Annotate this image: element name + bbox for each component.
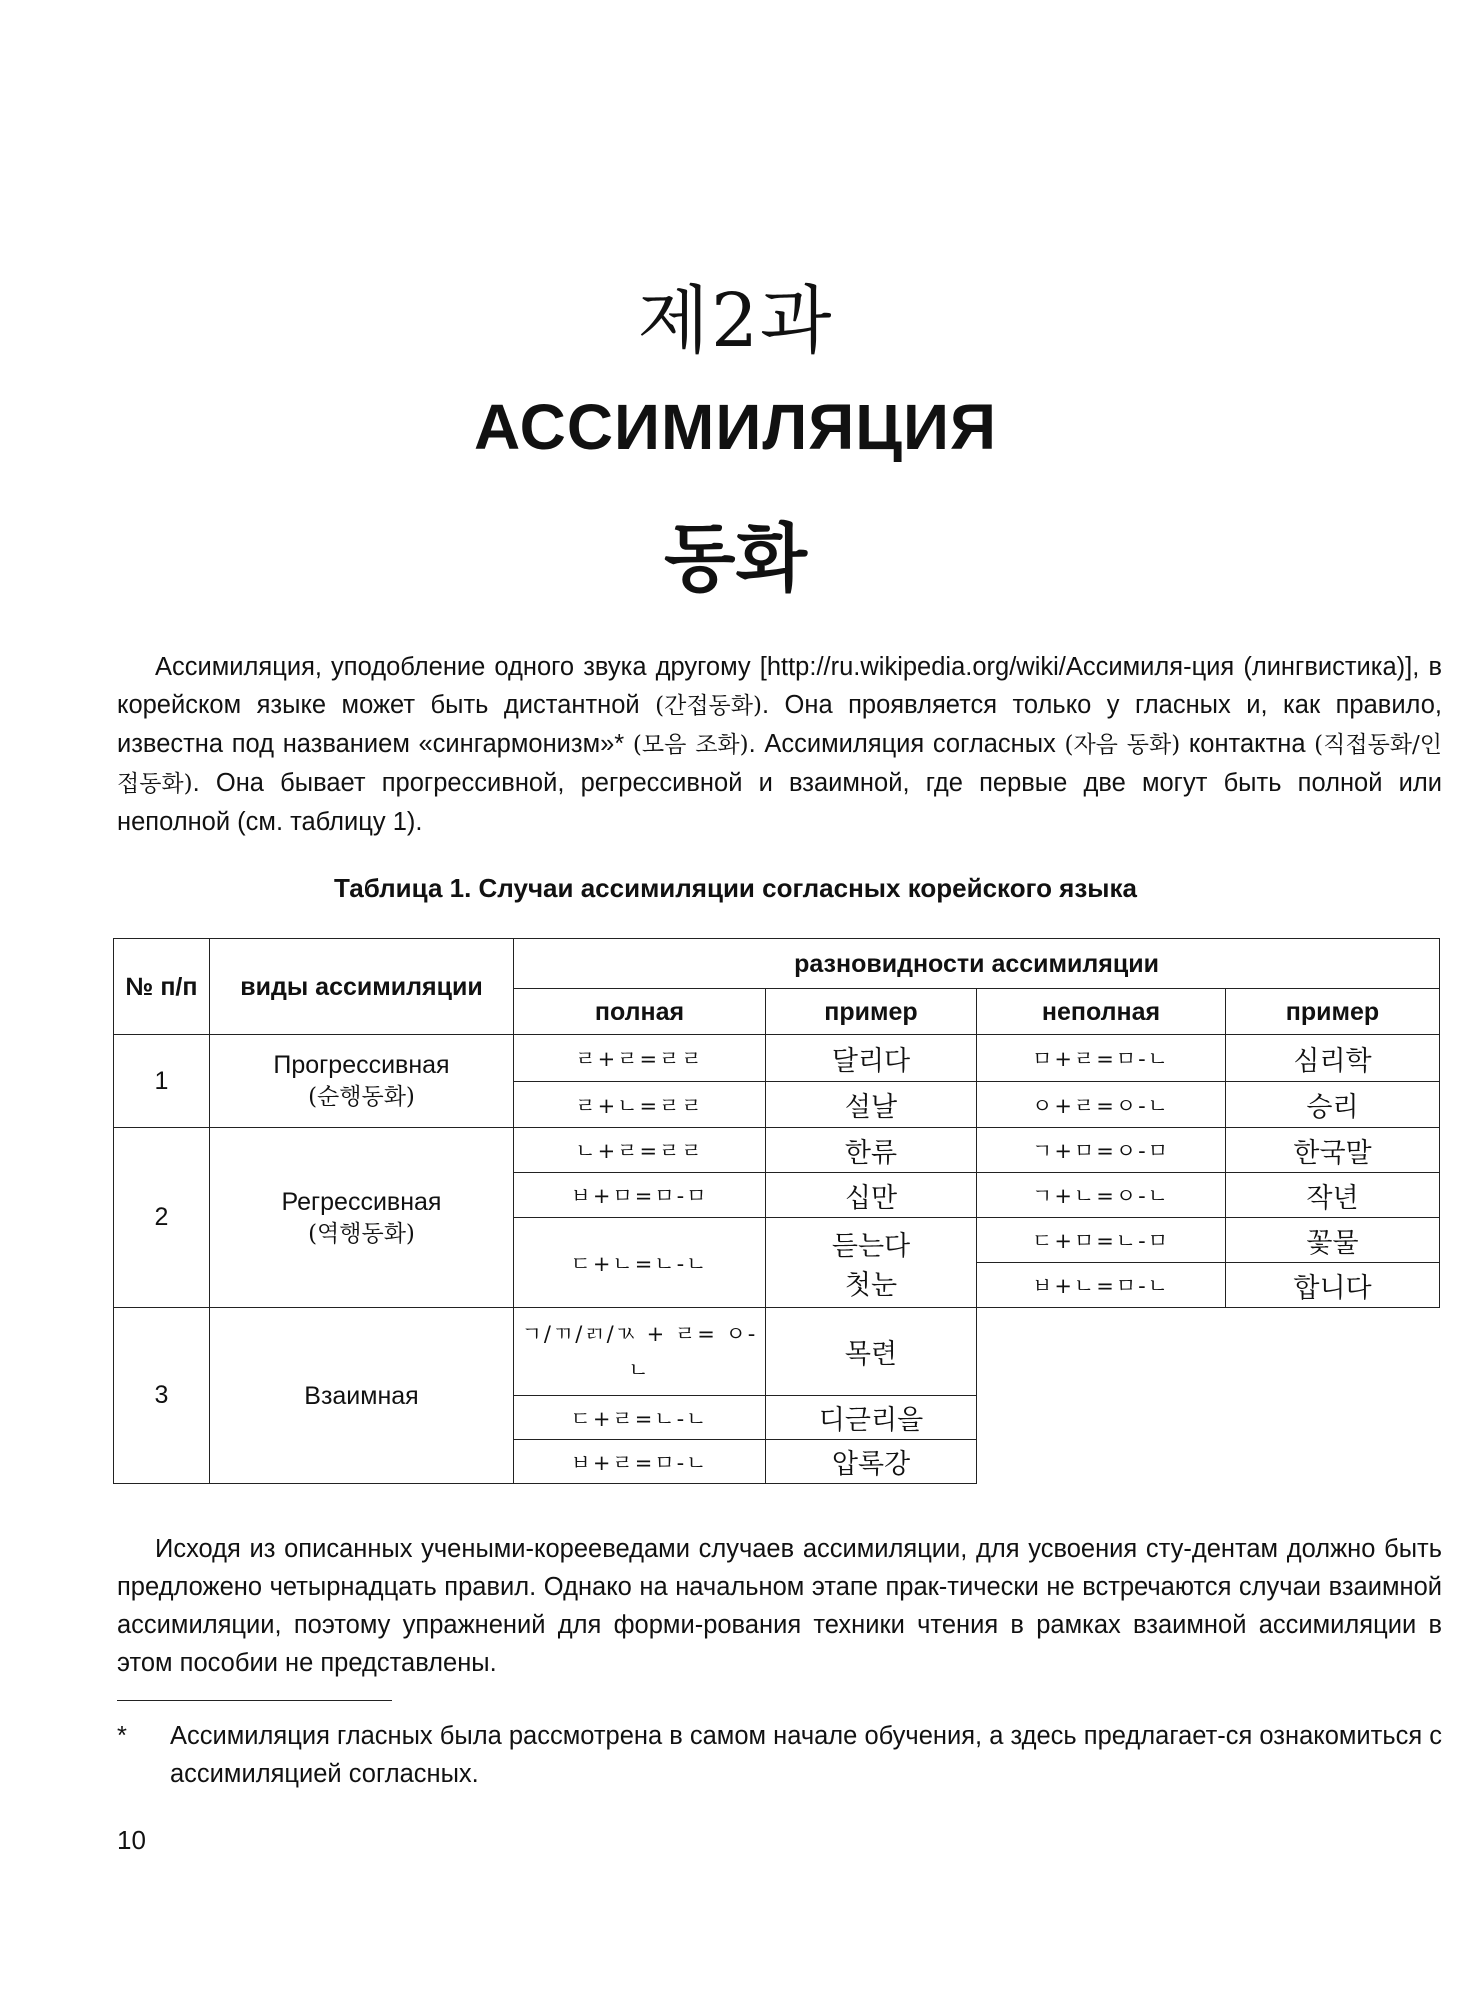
page-number: 10 [117,1825,146,1855]
partial-example: 승리 [1226,1082,1440,1128]
intro-text-3: . Ассимиляция согласных [748,730,1065,758]
footnote-marker: * [117,1722,127,1750]
full-rule: ㄹ+ㄴ=ㄹㄹ [514,1082,766,1128]
partial-rule: ㅇ+ㄹ=ㅇ-ㄴ [977,1082,1226,1128]
header-example-2: пример [1226,989,1440,1035]
full-example: 압록강 [766,1440,977,1484]
full-example: 설날 [766,1082,977,1128]
footnote [117,1717,1442,1793]
table-row [114,1128,1440,1173]
conclusion-text: Исходя из описанных учеными-корееведами случаев ассимиляции, для усвоения сту-дентам должно быть предложено четырнадцать правил. Однако на начальном этапе прак-тически не встречаются случаи взаимной ассимиляции, поэтому упражнений для форми-рования техники чтения в рамках взаимной ассимиляции в этом пособии не представлены. [117,1535,1442,1677]
kind-name: Регрессивная [281,1187,442,1216]
footnote-divider [117,1700,392,1701]
full-example: 십만 [766,1173,977,1218]
full-rule: ㄷ+ㄴ=ㄴ-ㄴ [514,1218,766,1308]
intro-text-5: . Она бывает прогрессивной, регрессивной и взаимной, где первые две могут быть полной или неполной (см. таблицу 1). [117,769,1442,836]
full-example: 디귿리을 [766,1396,977,1440]
full-example: 달리다 [766,1035,977,1082]
partial-rule: ㄷ+ㅁ=ㄴ-ㅁ [977,1218,1226,1263]
header-varieties: разновидности ассимиляции [514,939,1440,989]
intro-text-1: Ассимиляция, уподобление одного звука другому [http://ru.wikipedia.org/wiki/Ассимиля-ция (лингвистика)], в корейском языке может быть дистантной [117,653,1442,719]
table-row [114,1035,1440,1082]
partial-rule: ㅂ+ㄴ=ㅁ-ㄴ [977,1263,1226,1308]
row-number: 1 [114,1035,210,1128]
kind-cell [210,1035,514,1128]
assimilation-table [113,938,1440,1484]
partial-example: 한국말 [1226,1128,1440,1173]
header-full: полная [514,989,766,1035]
lesson-number: 제2과 [637,278,834,364]
full-example [766,1218,977,1308]
row-number: 3 [114,1308,210,1484]
full-rule: ㅂ+ㄹ=ㅁ-ㄴ [514,1440,766,1484]
kind-name: Взаимная [304,1381,419,1410]
empty-cell [977,1308,1440,1484]
partial-rule: ㄱ+ㄴ=ㅇ-ㄴ [977,1173,1226,1218]
full-rule: ㄴ+ㄹ=ㄹㄹ [514,1128,766,1173]
full-example-b: 첫눈 [844,1269,898,1301]
intro-korean-3: (자음 동화) [1064,732,1181,758]
header-num: № п/п [114,939,210,1035]
table-caption: Таблица 1. Случаи ассимиляции согласных корейского языка [334,873,1137,903]
kind-name: Прогрессивная [273,1051,450,1079]
title-korean: 동화 [664,516,807,602]
footnote-text: Ассимиляция гласных была рассмотрена в самом начале обучения, а здесь предлагает-ся ознакомиться с ассимиляцией согласных. [170,1722,1443,1788]
page-title: АССИМИЛЯЦИЯ [473,391,998,463]
full-rule: ㄹ+ㄹ=ㄹㄹ [514,1035,766,1082]
full-rule: ㄱ/ㄲ/ㄺ/ㄳ + ㄹ= ㅇ-ㄴ [514,1308,766,1396]
full-rule: ㄷ+ㄹ=ㄴ-ㄴ [514,1396,766,1440]
conclusion-paragraph [117,1530,1442,1682]
partial-rule: ㅁ+ㄹ=ㅁ-ㄴ [977,1035,1226,1082]
kind-cell [210,1128,514,1308]
intro-korean-4: (직접동화/인접동화) [117,732,1442,797]
full-example: 목련 [766,1308,977,1396]
kind-name-korean: (순행동화) [308,1084,415,1110]
table-row [114,1308,1440,1396]
header-example: пример [766,989,977,1035]
intro-text-4: контактна [1180,730,1315,758]
row-number: 2 [114,1128,210,1308]
intro-text-2: . Она проявляется только у гласных и, как правило, известна под названием «сингармонизм»* [117,691,1442,758]
header-kinds: виды ассимиляции [210,939,514,1035]
partial-example: 심리학 [1226,1035,1440,1082]
partial-example: 작년 [1226,1173,1440,1218]
partial-example: 합니다 [1226,1263,1440,1308]
kind-cell [210,1308,514,1484]
header-partial: неполная [977,989,1226,1035]
full-rule: ㅂ+ㅁ=ㅁ-ㅁ [514,1173,766,1218]
intro-korean-1: (간접동화) [655,693,762,719]
intro-korean-2: (모음 조화) [632,732,749,758]
full-example-a: 듣는다 [831,1230,911,1262]
intro-paragraph [117,648,1442,841]
full-example: 한류 [766,1128,977,1173]
partial-rule: ㄱ+ㅁ=ㅇ-ㅁ [977,1128,1226,1173]
kind-name-korean: (역행동화) [308,1220,415,1247]
partial-example: 꽃물 [1226,1218,1440,1263]
